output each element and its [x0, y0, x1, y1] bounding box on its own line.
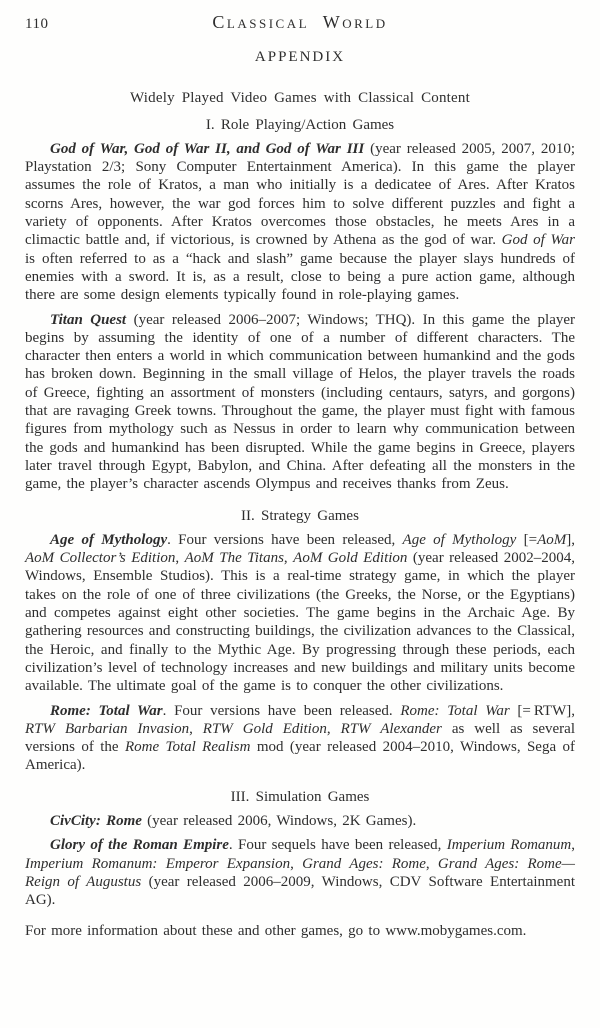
section-heading-ii: II. Strategy Games: [241, 507, 359, 524]
paragraph-titan-quest: Titan Quest (year released 2006–2007; Windows; THQ). In this game the player begins by assuming the identity of one of a number of different characters. The character then enters a world in which communication between humankind and the gods has broken down. Beginning in the small village of Helos, the player travels the roads of Greece, fighting an assortment of monsters (including centaurs, satyrs, and gorgons) that are ravaging Greek towns. Throughout the game, the player must fight with famous figures from mythology such as Nessus in order to learn why communication between the gods and humankind has been disrupted. While the game begins in Greece, players later travel through Egypt, Babylon, and China. After defeating all the monsters in the game, the player’s character ascends Olympus and receives thanks from Zeus.: [25, 311, 576, 493]
paragraph-civcity-rome: CivCity: Rome (year released 2006, Windows, 2K Games).: [50, 812, 417, 829]
paragraph-glory-of-the-roman-empire: Glory of the Roman Empire. Four sequels have been released, Imperium Romanum, Imperium Romanum: Emperor Expansion, Grand Ages: Rome, Grand Ages: Rome—Reign of Augustus (year released 2006–2009, Windows, CDV Software Entertainment AG).: [25, 837, 576, 909]
section-heading-iii: III. Simulation Games: [230, 788, 370, 805]
appendix-title: Widely Played Video Games with Classical Content: [130, 90, 470, 107]
appendix-label: APPENDIX: [254, 49, 346, 65]
paragraph-age-of-mythology: Age of Mythology. Four versions have been released, Age of Mythology [=AoM], AoM Collector’s Edition, AoM The Titans, AoM Gold Edition (year released 2002–2004, Windows, Ensemble Studios). This is a real-time strategy game, in which the player takes on the role of one of three civilizations (the Greeks, the Norse, or the Egyptians) and competes against eight other societies. The game begins in the Archaic Age. By gathering resources and constructing buildings, the civilization advances to the Classical, the Heroic, and finally to the Mythic Age. By progressing through these periods, each civilization’s level of technology increases and new buildings and military units become available. The ultimate goal of the game is to conquer the other civilizations.: [25, 531, 576, 695]
paragraph-god-of-war: God of War, God of War II, and God of War III (year released 2005, 2007, 2010; Playstation 2/3; Sony Computer Entertainment America). In this game the player assumes the role of Kratos, a man who initially is a dedicatee of Ares. After Kratos scorns Ares, however, the war god forces him to solve different puzzles and fight a variety of opponents. After Kratos overcomes those obstacles, he meets Ares in a climactic battle and, if victorious, is crowned by Athena as the god of war. God of War is often referred to as a “hack and slash” game because the player slays hundreds of enemies with a sword. It is, as a result, close to being a pure action game, although there are some design elements typically found in role-playing games.: [25, 140, 576, 304]
section-role-playing-action-games: [25, 116, 575, 494]
footer-note: For more information about these and other games, go to www.mobygames.com.: [25, 923, 527, 940]
running-head: [25, 13, 575, 34]
page-number: 110: [25, 16, 49, 32]
section-simulation-games: [25, 788, 575, 910]
section-heading-i: I. Role Playing/Action Games: [205, 116, 395, 133]
paragraph-rome-total-war: Rome: Total War. Four versions have been released. Rome: Total War [= RTW], RTW Barbarian Invasion, RTW Gold Edition, RTW Alexander as well as several versions of the Rome Total Realism mod (year released 2004–2010, Windows, Sega of America).: [25, 702, 575, 774]
section-strategy-games: [25, 507, 575, 775]
journal-title: Classical World: [212, 12, 388, 32]
